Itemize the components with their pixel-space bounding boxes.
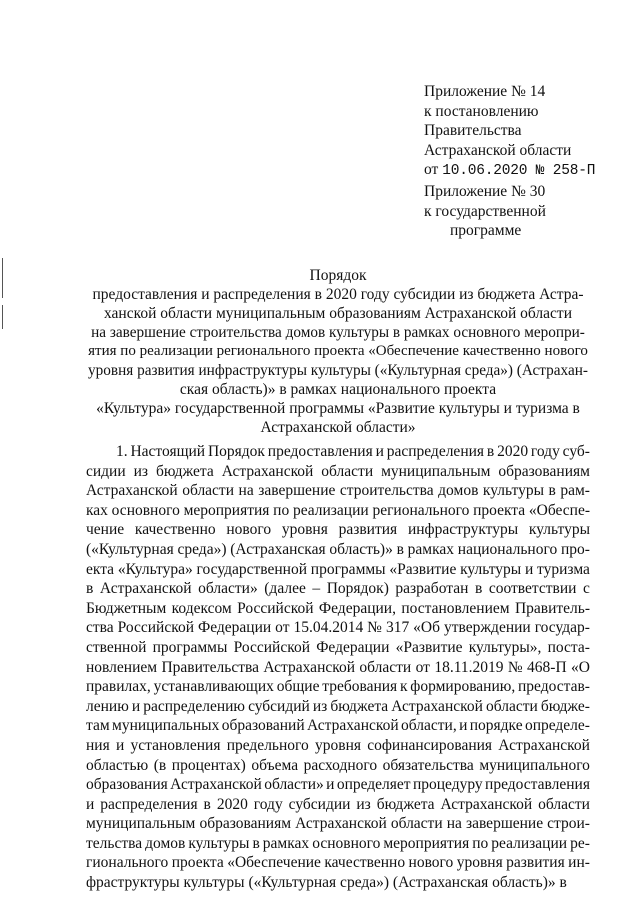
title-line: Астраханской области» xyxy=(260,419,416,436)
appendix-authority: Правительства xyxy=(424,122,522,139)
paragraph-line: чение качественно нового уровня развития инфраструктуры культуры xyxy=(86,521,590,539)
appendix-block-resolution xyxy=(424,82,595,182)
title-line: ханской области муниципальным образованиям Астраханской области xyxy=(104,305,572,322)
paragraph-line: фраструктуры культуры («Культурная среда») (Астраханская область)» в xyxy=(86,874,567,892)
body-paragraph xyxy=(86,442,590,893)
appendix-number: Приложение № 30 xyxy=(424,183,546,200)
paragraph-line: екта «Культура» государственной программы «Развитие культуры и туризма xyxy=(86,560,590,578)
date-prefix: от xyxy=(424,161,439,178)
paragraph-line: («Культурная среда») (Астраханская область)» в рамках национального про- xyxy=(86,540,590,558)
title-line: уровня развития инфраструктуры культуры («Культурная среда») (Астрахан- xyxy=(88,362,588,379)
paragraph-line: в Астраханской области» (далее – Порядок) разработан в соответствии с xyxy=(86,580,590,598)
paragraph-line: лению и распределению субсидий из бюджета Астраханской области бюдже- xyxy=(86,697,590,715)
paragraph-line: и распределения в 2020 году субсидии из бюджета Астраханской области xyxy=(86,795,590,813)
paragraph-line: гионального проекта «Обеспечение качественно нового уровня развития ин- xyxy=(86,854,590,872)
paragraph-line: ках основного мероприятия по реализации регионального проекта «Обеспе- xyxy=(86,501,590,519)
scan-margin-mark xyxy=(2,258,3,298)
paragraph-line: правилах, устанавливающих общие требования к формированию, предостав- xyxy=(86,678,590,696)
paragraph-line: сидии из бюджета Астраханской области муниципальным образованиям xyxy=(86,462,590,480)
title-line: ятия по реализации регионального проекта «Обеспечение качественно нового xyxy=(88,343,588,359)
paragraph-line: новлением Правительства Астраханской области от 18.11.2019 № 468-П «О xyxy=(86,658,590,676)
appendix-number: Приложение № 14 xyxy=(424,83,546,100)
resolution-date-number: 10.06.2020 № 258-П xyxy=(442,163,596,179)
appendix-reference: к государственной xyxy=(424,202,546,220)
appendix-reference: к постановлению xyxy=(424,102,539,120)
paragraph-line: там муниципальных образований Астраханской области, и порядке определе- xyxy=(86,717,590,735)
paragraph-line: Бюджетным кодексом Российской Федерации, постановлением Правитель- xyxy=(86,599,590,617)
title-line: на завершение строительства домов культуры в рамках основного меропри- xyxy=(91,324,585,341)
document-title xyxy=(88,266,588,437)
title-line: ская область)» в рамках национального проекта xyxy=(179,381,497,398)
appendix-date-line xyxy=(424,160,595,182)
paragraph-line: тельства домов культуры в рамках основного мероприятия по реализации ре- xyxy=(86,834,590,852)
scan-margin-mark xyxy=(2,305,3,329)
paragraph-line: Астраханской области на завершение строительства домов культуры в рам- xyxy=(86,482,590,500)
paragraph-line: образования Астраханской области» и определяет процедуру предоставления xyxy=(86,776,590,794)
paragraph-line: областью (в процентах) объема расходного обязательства муниципального xyxy=(86,756,590,774)
paragraph-line: 1. Настоящий Порядок предоставления и распределения в 2020 году суб- xyxy=(116,443,590,460)
paragraph-line: ства Российской Федерации от 15.04.2014 № 317 «Об утверждении государ- xyxy=(86,619,590,637)
appendix-region: Астраханской области xyxy=(424,141,572,159)
paragraph-line: муниципальным образованиям Астраханской области на завершение строи- xyxy=(86,815,590,833)
appendix-block-program xyxy=(424,182,546,241)
paragraph-line: ственной программы Российской Федерации «Развитие культуры», поста- xyxy=(86,638,590,656)
paragraph-line: ния и установления предельного уровня софинансирования Астраханской xyxy=(86,736,590,754)
title-line: предоставления и распределения в 2020 году субсидии из бюджета Астра- xyxy=(92,286,584,303)
title-heading: Порядок xyxy=(309,267,367,284)
appendix-program: программе xyxy=(450,222,522,239)
title-line: «Культура» государственной программы «Развитие культуры и туризма в xyxy=(96,400,580,417)
